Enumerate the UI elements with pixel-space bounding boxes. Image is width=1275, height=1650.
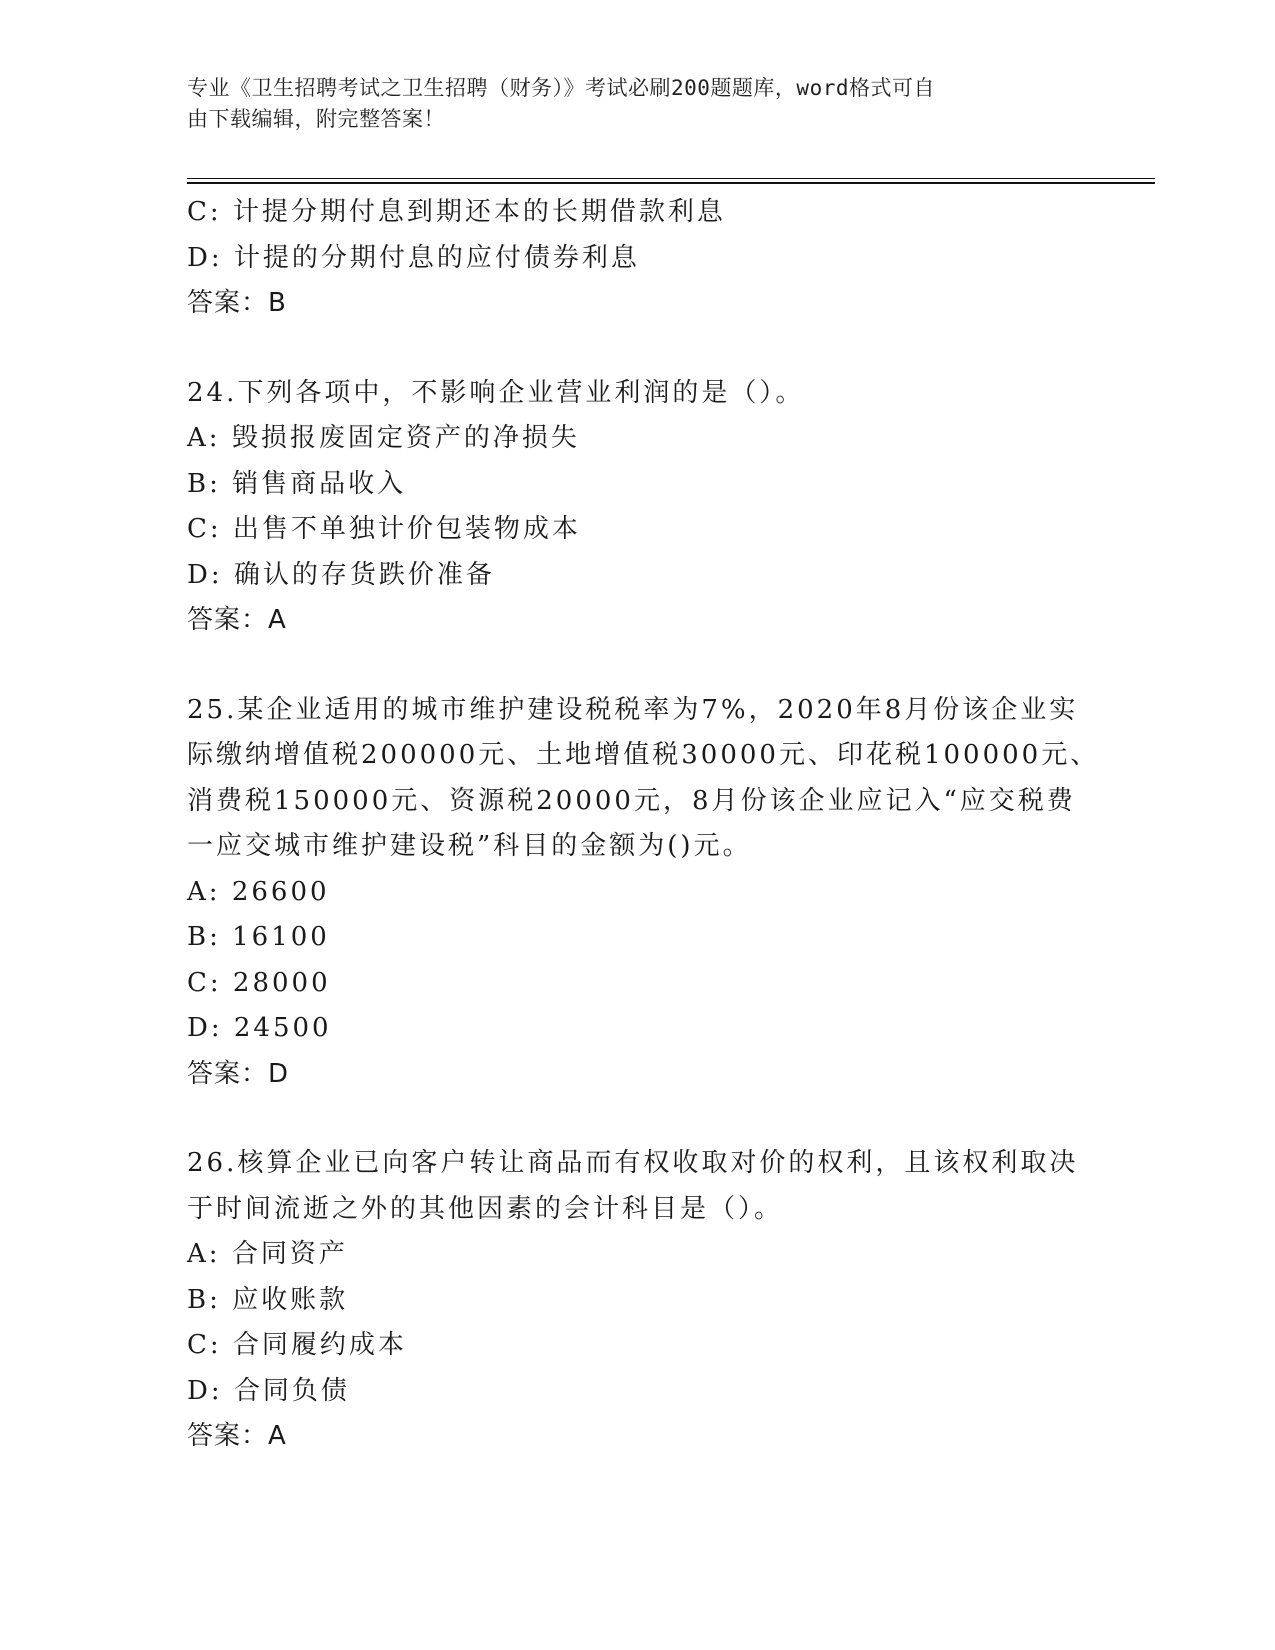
stem-line: 于时间流逝之外的其他因素的会计科目是（）。	[187, 1193, 784, 1224]
option-d	[187, 236, 1087, 282]
question-stem	[187, 688, 1100, 870]
option-b	[187, 1278, 1087, 1324]
option-label: D:	[187, 1375, 223, 1406]
option-text: 应收账款	[232, 1284, 349, 1315]
header-divider-thick	[187, 182, 1155, 184]
question-23-continued	[187, 190, 1087, 327]
option-label: C:	[187, 1330, 222, 1360]
option-label: A:	[187, 423, 221, 453]
option-label: A:	[187, 1239, 221, 1269]
stem-line: 25.某企业适用的城市维护建设税税率为7%，2020年8月份该企业实	[187, 694, 1079, 725]
option-text: 合同履约成本	[232, 1330, 407, 1360]
option-c	[187, 1323, 1087, 1369]
stem-line: 消费税150000元、资源税20000元，8月份该企业应记入“应交税费	[187, 785, 1076, 816]
option-b	[187, 462, 1087, 508]
option-text: 16100	[232, 922, 330, 952]
option-label: C:	[187, 967, 222, 998]
stem-line: 一应交城市维护建设税”科目的金额为()元。	[187, 831, 752, 861]
answer-line: 答案：A	[187, 1421, 287, 1451]
header-line-1: 专业《卫生招聘考试之卫生招聘（财务）》考试必刷200题题库，word格式可自	[187, 76, 935, 100]
option-text: 28000	[232, 967, 331, 998]
answer-line: 答案：D	[187, 1058, 290, 1089]
option-label: A:	[187, 876, 221, 907]
option-c	[187, 507, 1087, 553]
document-header	[187, 73, 1067, 135]
option-label: D:	[187, 1013, 223, 1043]
header-line-2: 由下载编辑，附完整答案！	[187, 107, 445, 131]
option-c	[187, 961, 1087, 1007]
option-text: 24500	[233, 1013, 332, 1043]
stem-line: 26.核算企业已向客户转让商品而有权收取对价的权利，且该权利取决	[187, 1148, 1079, 1178]
answer-line: 答案：B	[187, 288, 287, 318]
option-label: C:	[187, 514, 222, 544]
header-divider-thin	[187, 178, 1155, 179]
option-b	[187, 915, 1087, 961]
option-text: 出售不单独计价包装物成本	[232, 514, 581, 544]
question-stem	[187, 1141, 1087, 1232]
option-label: B:	[187, 1284, 221, 1315]
option-a	[187, 416, 1087, 462]
option-a	[187, 870, 1087, 916]
answer-line: 答案：A	[187, 605, 287, 635]
option-label: C:	[187, 197, 222, 227]
option-text: 合同资产	[231, 1239, 348, 1269]
option-text: 确认的存货跌价准备	[233, 559, 495, 590]
document-body	[187, 190, 1100, 1460]
option-text: 合同负债	[233, 1375, 350, 1406]
option-text: 销售商品收入	[232, 468, 407, 499]
option-label: D:	[187, 242, 223, 273]
option-label: D:	[187, 559, 223, 590]
option-d	[187, 553, 1087, 599]
option-d	[187, 1369, 1087, 1415]
option-a	[187, 1232, 1087, 1278]
option-c	[187, 190, 1087, 236]
option-label: B:	[187, 468, 221, 499]
option-label: B:	[187, 922, 221, 952]
option-d	[187, 1006, 1087, 1052]
question-stem	[187, 371, 1087, 417]
stem-line: 际缴纳增值税200000元、土地增值税30000元、印花税100000元、	[187, 740, 1100, 770]
option-text: 毁损报废固定资产的净损失	[231, 423, 580, 453]
question-25	[187, 688, 1100, 1098]
option-text: 计提分期付息到期还本的长期借款利息	[232, 197, 726, 227]
question-26	[187, 1141, 1087, 1460]
option-text: 26600	[231, 876, 330, 907]
question-24	[187, 371, 1087, 644]
option-text: 计提的分期付息的应付债券利息	[233, 242, 640, 273]
stem-line: 24.下列各项中，不影响企业营业利润的是（）。	[187, 377, 805, 408]
